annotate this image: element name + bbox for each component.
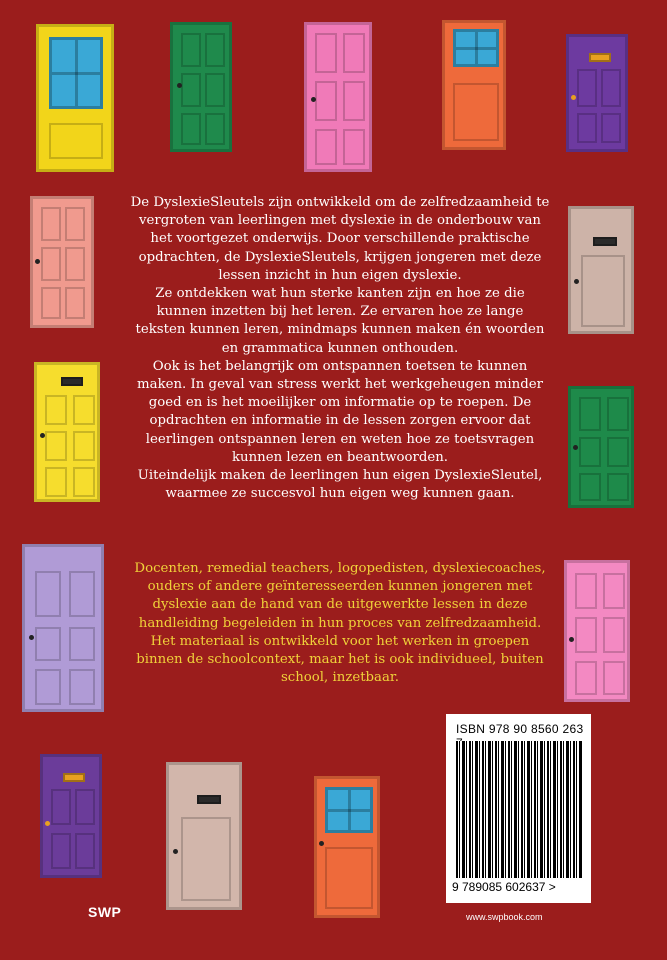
pink-door-right: [564, 560, 630, 702]
orange-window-door-bottom: [314, 776, 380, 918]
audience-paragraph: Docenten, remedial teachers, logopedisten, dyslexiecoaches, ouders of andere geïnteresseerden kunnen jongeren met dyslexie aan de hand van de uitgewerkte lessen in deze handleiding begeleiden in hun proces van zelfredzaamheid. Het materiaal is ontwikkeld voor het werken in groepen binnen de schoolcontext, maar het is ook individueel, buiten school, inzetbaar.: [134, 561, 546, 686]
barcode-digits: 9 789085 602637 >: [452, 880, 556, 894]
description-paragraph: Uiteindelijk maken de leerlingen hun eigen DyslexieSleutel, waarmee ze succesvol hun eigen weg kunnen gaan.: [137, 468, 543, 502]
description-text: [130, 194, 550, 503]
pink-door: [304, 22, 372, 172]
publisher-logo: SWP: [88, 904, 122, 920]
purple-door: [566, 34, 628, 152]
isbn-label: ISBN 978 90 8560 263: [456, 722, 584, 736]
audience-text: [130, 560, 550, 687]
yellow-door: [34, 362, 100, 502]
green-door: [170, 22, 232, 152]
barcode-bars: [456, 741, 583, 878]
orange-window-door: [442, 20, 506, 150]
barcode-box: [446, 714, 591, 903]
purple-door-bottom: [40, 754, 102, 878]
green-door-right: [568, 386, 634, 508]
lavender-door: [22, 544, 104, 712]
beige-door-bottom: [166, 762, 242, 910]
salmon-door: [30, 196, 94, 328]
description-paragraph: Ook is het belangrijk om ontspannen toetsen te kunnen maken. In geval van stress werkt het werkgeheugen minder goed en is het moeilijker om informatie op te roepen. De opdrachten en informatie in de lessen zorgen ervoor dat leerlingen ontspannen leren en weten hoe ze toetsvragen kunnen lezen en beantwoorden.: [137, 358, 543, 465]
description-paragraph: De DyslexieSleutels zijn ontwikkeld om de zelfredzaamheid te vergroten van leerlingen met dyslexie in de onderbouw van het voortgezet onderwijs. Door verschillende praktische opdrachten, de DyslexieSleutels, krijgen jongeren met deze lessen inzicht in hun eigen dyslexie.: [130, 195, 550, 283]
description-paragraph: Ze ontdekken wat hun sterke kanten zijn en hoe ze die kunnen inzetten bij het leren. Ze ervaren hoe ze lange teksten kunnen leren, mindmaps kunnen maken én woorden en grammatica kunnen onthouden.: [135, 286, 545, 356]
website-url: www.swpbook.com: [466, 912, 543, 922]
isbn-barcode: [446, 714, 596, 910]
beige-door: [568, 206, 634, 334]
yellow-window-door: [36, 24, 114, 172]
